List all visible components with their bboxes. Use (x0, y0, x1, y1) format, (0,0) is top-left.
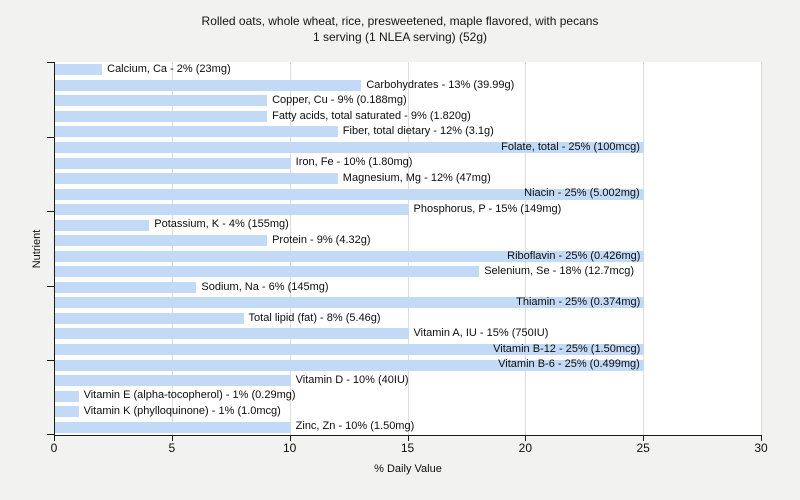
bar-label: Niacin - 25% (5.002mg) (524, 187, 640, 200)
bar-label: Fiber, total dietary - 12% (3.1g) (342, 125, 494, 138)
x-axis-tick-label: 15 (400, 441, 415, 455)
bar-label: Riboflavin - 25% (0.426mg) (507, 249, 641, 262)
x-axis-tick-label: 10 (282, 441, 297, 455)
bar-label: Phosphorus, P - 15% (149mg) (413, 202, 562, 215)
bar-label: Total lipid (fat) - 8% (5.46g) (248, 311, 381, 324)
chart-title-line1: Rolled oats, whole wheat, rice, presweetened, maple flavored, with pecans (201, 14, 599, 28)
plot-area (54, 62, 762, 436)
bar-label: Fatty acids, total saturated - 9% (1.820g) (272, 109, 471, 122)
bar-label: Sodium, Na - 6% (145mg) (201, 280, 329, 293)
x-axis-tick-label: 25 (636, 441, 650, 455)
bar-label: Potassium, K - 4% (155mg) (154, 218, 289, 231)
y-axis-tick (47, 434, 54, 435)
y-axis-tick (47, 286, 54, 287)
bar-label: Vitamin A, IU - 15% (750IU) (413, 327, 549, 340)
y-axis-ticks (55, 62, 762, 435)
y-axis-label: Nutrient (31, 229, 43, 269)
bar-label: Vitamin B-6 - 25% (0.499mg) (498, 358, 640, 371)
bar-label: Copper, Cu - 9% (0.188mg) (272, 94, 407, 107)
chart-title-line2: 1 serving (1 NLEA serving) (52g) (312, 30, 488, 44)
x-axis-tick-label: 20 (518, 441, 533, 455)
y-axis-tick (47, 62, 54, 63)
y-axis-tick (47, 137, 54, 138)
bar-label: Thiamin - 25% (0.374mg) (516, 296, 641, 309)
bar-label: Vitamin K (phylloquinone) - 1% (1.0mcg) (83, 404, 281, 417)
bar-label: Zinc, Zn - 10% (1.50mg) (295, 420, 415, 433)
bar-label: Selenium, Se - 18% (12.7mcg) (484, 265, 634, 278)
chart-title (0, 13, 800, 45)
bar-label: Protein - 9% (4.32g) (272, 233, 371, 246)
bar-label: Vitamin B-12 - 25% (1.50mcg) (493, 342, 641, 355)
bar-label: Magnesium, Mg - 12% (47mg) (342, 171, 491, 184)
y-axis-tick (47, 360, 54, 361)
bar-label: Folate, total - 25% (100mcg) (501, 140, 640, 153)
bar-label: Carbohydrates - 13% (39.99g) (366, 78, 515, 91)
y-axis-tick (47, 211, 54, 212)
x-axis-tick-label: 5 (168, 441, 176, 455)
bar-label: Calcium, Ca - 2% (23mg) (107, 63, 231, 75)
bar-label: Iron, Fe - 10% (1.80mg) (295, 156, 413, 169)
bar-label: Vitamin D - 10% (40IU) (295, 373, 409, 386)
x-axis-tick-label: 0 (50, 441, 58, 455)
x-axis-label: % Daily Value (374, 463, 442, 475)
bar-label: Vitamin E (alpha-tocopherol) - 1% (0.29mg) (83, 389, 296, 402)
x-axis-tick-label: 30 (754, 441, 768, 455)
